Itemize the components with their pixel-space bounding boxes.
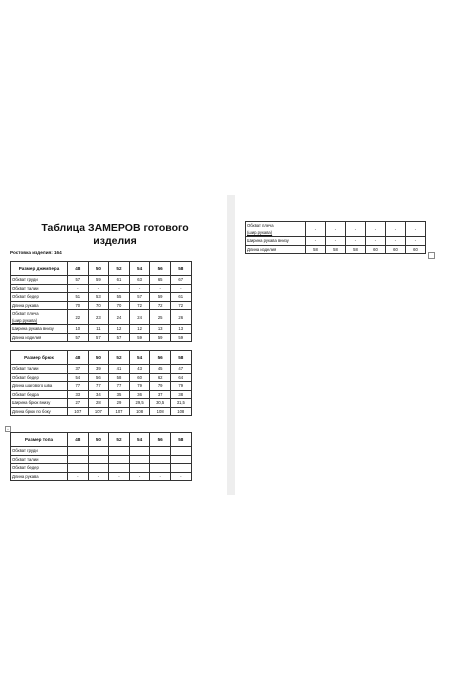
measurement-value: 39 (88, 365, 109, 374)
measurement-value: 33 (68, 390, 89, 399)
measurement-value: 30,5 (150, 399, 171, 408)
measurement-value: 11 (88, 325, 109, 334)
measurement-label (11, 293, 68, 302)
measurement-value: 55 (109, 293, 130, 302)
size-column-header: 48 (68, 433, 89, 447)
measurement-value: - (406, 222, 426, 237)
measurement-value: 58 (346, 245, 366, 254)
measurement-value: 29 (109, 399, 130, 408)
measurement-value: 34 (88, 390, 109, 399)
measurement-value: 70 (68, 301, 89, 310)
measurement-label-text: Ширина рукава внизу (12, 326, 54, 332)
measurement-value: 70 (109, 301, 130, 310)
measurement-label-note: (шир.рукава) (12, 318, 38, 323)
measurement-label (11, 382, 68, 391)
document-page-1 (0, 190, 228, 690)
measurement-value: - (346, 222, 366, 237)
table-row (11, 284, 192, 293)
measurement-value: 37 (68, 365, 89, 374)
size-column-header: 54 (129, 433, 150, 447)
measurement-value: 58 (326, 245, 346, 254)
measurement-value: 79 (150, 382, 171, 391)
measurement-value: 79 (170, 382, 191, 391)
measurement-label (11, 390, 68, 399)
jumper-size-table (10, 261, 192, 342)
size-column-header: 52 (109, 433, 130, 447)
size-column-header: 52 (109, 351, 130, 365)
measurement-value: 77 (68, 382, 89, 391)
measurement-value: - (129, 284, 150, 293)
measurement-value: 72 (150, 301, 171, 310)
height-note: Ростовка изделия: 164 (10, 250, 62, 255)
size-column-header: 50 (88, 262, 109, 276)
size-column-header: 54 (129, 351, 150, 365)
measurement-label-text: Обхват плеча (247, 223, 274, 228)
measurement-label (11, 365, 68, 374)
measurement-label-note: (шир.рукава) (247, 230, 273, 235)
measurement-value: 72 (129, 301, 150, 310)
measurement-value: 56 (88, 373, 109, 382)
measurement-value: 41 (109, 365, 130, 374)
measurement-value: 54 (68, 373, 89, 382)
measurement-value: 35 (109, 390, 130, 399)
measurement-value: 107 (109, 407, 130, 416)
measurement-value: 64 (170, 373, 191, 382)
measurement-value: - (150, 284, 171, 293)
measurement-value: 57 (88, 333, 109, 342)
measurement-value: 72 (170, 301, 191, 310)
measurement-value: - (68, 284, 89, 293)
measurement-value: 67 (170, 276, 191, 285)
measurement-value: 45 (150, 365, 171, 374)
measurement-label (11, 399, 68, 408)
document-title (30, 222, 200, 248)
measurement-value: 58 (109, 373, 130, 382)
measurement-value: - (306, 237, 326, 246)
measurement-value (88, 464, 109, 473)
measurement-value: 65 (150, 276, 171, 285)
measurement-value (109, 464, 130, 473)
table-row (11, 325, 192, 334)
size-column-header: 56 (150, 351, 171, 365)
measurement-value: 63 (129, 276, 150, 285)
size-column-header: 48 (68, 262, 89, 276)
measurement-label-text: Ширина рукава внизу (247, 238, 289, 244)
table-row (11, 301, 192, 310)
measurement-label-text: Обхват плеча (12, 311, 39, 316)
measurement-value (129, 455, 150, 464)
size-column-header: 58 (170, 433, 191, 447)
resize-handle-icon[interactable] (428, 252, 435, 259)
measurement-value: 60 (386, 245, 406, 254)
size-header-label: Размер джемпера (11, 262, 68, 276)
measurement-label (11, 301, 68, 310)
table-row (11, 310, 192, 325)
measurement-value: - (346, 237, 366, 246)
measurement-value: 57 (109, 333, 130, 342)
measurement-value: 26 (170, 310, 191, 325)
table-row (11, 399, 192, 408)
page-gap-scrollbar[interactable] (227, 195, 235, 495)
measurement-value: - (366, 222, 386, 237)
measurement-value: 51 (68, 293, 89, 302)
table-row (246, 245, 426, 254)
measurement-value: - (386, 237, 406, 246)
measurement-value: 57 (129, 293, 150, 302)
measurement-value: 28 (88, 399, 109, 408)
measurement-value (170, 464, 191, 473)
measurement-value (170, 447, 191, 456)
table-row (11, 373, 192, 382)
measurement-label (246, 222, 306, 237)
measurement-value: - (366, 237, 386, 246)
measurement-value: 13 (150, 325, 171, 334)
table-row (11, 276, 192, 285)
measurement-value: 59 (150, 293, 171, 302)
measurement-label-text: Обхват груди (12, 277, 38, 283)
measurement-label-text: Длина рукава (12, 473, 39, 479)
measurement-label (11, 447, 68, 456)
measurement-value (150, 447, 171, 456)
table-header-row (11, 351, 192, 365)
measurement-label (11, 333, 68, 342)
measurement-value: - (129, 472, 150, 481)
measurement-value: 107 (88, 407, 109, 416)
measurement-value (129, 447, 150, 456)
measurement-label (11, 284, 68, 293)
measurement-label-text: Обхват талии (12, 285, 39, 291)
measurement-value: 62 (150, 373, 171, 382)
measurement-label-text: Длина изделия (12, 334, 42, 340)
measurement-value (129, 464, 150, 473)
measurement-value: - (109, 472, 130, 481)
measurement-value: 59 (150, 333, 171, 342)
measurement-value (150, 464, 171, 473)
size-header-label: Размер брюк (11, 351, 68, 365)
measurement-value: 12 (129, 325, 150, 334)
measurement-value: 60 (406, 245, 426, 254)
top-size-table (10, 432, 192, 481)
measurement-value (68, 447, 89, 456)
measurement-value (170, 455, 191, 464)
measurement-value: - (88, 472, 109, 481)
measurement-value (109, 455, 130, 464)
measurement-label-text: Обхват бедер (12, 294, 39, 300)
measurement-value: 47 (170, 365, 191, 374)
size-column-header: 58 (170, 262, 191, 276)
measurement-value: - (406, 237, 426, 246)
measurement-value: 38 (170, 390, 191, 399)
measurement-value: - (326, 237, 346, 246)
measurement-label (11, 455, 68, 464)
table-row (11, 407, 192, 416)
measurement-value: 24 (129, 310, 150, 325)
measurement-label-text: Длина изделия (247, 246, 277, 252)
measurement-label (11, 407, 68, 416)
table-row (246, 222, 426, 237)
measurement-value: - (170, 284, 191, 293)
measurement-value: 37 (150, 390, 171, 399)
document-page-2 (238, 212, 460, 272)
measurement-value: - (68, 472, 89, 481)
size-column-header: 58 (170, 351, 191, 365)
measurement-value: 10 (68, 325, 89, 334)
measurement-label-text: Обхват груди (12, 448, 38, 454)
measurement-value: 79 (129, 382, 150, 391)
measurement-label (11, 276, 68, 285)
measurement-value: 57 (68, 333, 89, 342)
measurement-value: - (150, 472, 171, 481)
measurement-label-text: Обхват бедер (12, 465, 39, 471)
table-row (11, 293, 192, 302)
measurement-value (68, 455, 89, 464)
table-move-handle-icon[interactable]: + (5, 426, 11, 432)
measurement-label-text: Обхват бедра (12, 391, 39, 397)
size-column-header: 56 (150, 262, 171, 276)
measurement-label (11, 310, 68, 325)
measurement-value: - (326, 222, 346, 237)
table-header-row (11, 262, 192, 276)
size-column-header: 52 (109, 262, 130, 276)
size-column-header: 48 (68, 351, 89, 365)
measurement-value: 58 (306, 245, 326, 254)
measurement-value (109, 447, 130, 456)
size-column-header: 50 (88, 351, 109, 365)
measurement-label-text: Обхват бедер (12, 374, 39, 380)
measurement-value: 60 (129, 373, 150, 382)
measurement-value: 57 (68, 276, 89, 285)
measurement-value: - (170, 472, 191, 481)
measurement-value: 108 (170, 407, 191, 416)
measurement-value: - (306, 222, 326, 237)
title-line-1: Таблица ЗАМЕРОВ готового (41, 222, 189, 234)
size-column-header: 56 (150, 433, 171, 447)
size-column-header: 54 (129, 262, 150, 276)
measurement-label-text: Длина шагового шва (12, 383, 53, 389)
measurement-label-text: Обхват талии (12, 366, 39, 372)
measurement-label-text: Длина брюк по боку (12, 408, 51, 414)
measurement-label (11, 325, 68, 334)
table-header-row (11, 433, 192, 447)
measurement-value (68, 464, 89, 473)
table-row (11, 382, 192, 391)
measurement-label-text: Обхват талии (12, 456, 39, 462)
measurement-value: 61 (109, 276, 130, 285)
measurement-value: 59 (88, 276, 109, 285)
measurement-value (88, 455, 109, 464)
measurement-value: 61 (170, 293, 191, 302)
measurement-value: 25 (150, 310, 171, 325)
table-row (11, 455, 192, 464)
size-column-header: 50 (88, 433, 109, 447)
table-row (11, 447, 192, 456)
measurement-value: 43 (129, 365, 150, 374)
measurement-value: 27 (68, 399, 89, 408)
measurement-value: 13 (170, 325, 191, 334)
measurement-value: 29,5 (129, 399, 150, 408)
measurement-value: 23 (88, 310, 109, 325)
measurement-value (88, 447, 109, 456)
measurement-value: 77 (88, 382, 109, 391)
title-line-2: изделия (93, 235, 137, 247)
measurement-value: 36 (129, 390, 150, 399)
measurement-label (11, 472, 68, 481)
measurement-value: 31,5 (170, 399, 191, 408)
measurement-value: - (109, 284, 130, 293)
pants-size-table (10, 350, 192, 416)
measurement-label (246, 237, 306, 246)
measurement-value: 108 (129, 407, 150, 416)
jumper-size-table-continued (245, 221, 426, 254)
measurement-label (11, 373, 68, 382)
measurement-value: 59 (170, 333, 191, 342)
measurement-value: 24 (109, 310, 130, 325)
measurement-label-text: Длина рукава (12, 302, 39, 308)
table-row (246, 237, 426, 246)
measurement-label-text: Ширина брюк внизу (12, 400, 51, 406)
table-row (11, 365, 192, 374)
measurement-value: 60 (366, 245, 386, 254)
measurement-value: 12 (109, 325, 130, 334)
size-header-label: Размер топа (11, 433, 68, 447)
measurement-value: 22 (68, 310, 89, 325)
measurement-value: - (88, 284, 109, 293)
measurement-value: - (386, 222, 406, 237)
measurement-value: 108 (150, 407, 171, 416)
table-row (11, 464, 192, 473)
measurement-value: 53 (88, 293, 109, 302)
measurement-value: 107 (68, 407, 89, 416)
table-row (11, 333, 192, 342)
measurement-value: 59 (129, 333, 150, 342)
measurement-label (246, 245, 306, 254)
table-row (11, 472, 192, 481)
measurement-value (150, 455, 171, 464)
measurement-label (11, 464, 68, 473)
measurement-value: 77 (109, 382, 130, 391)
measurement-value: 70 (88, 301, 109, 310)
table-row (11, 390, 192, 399)
